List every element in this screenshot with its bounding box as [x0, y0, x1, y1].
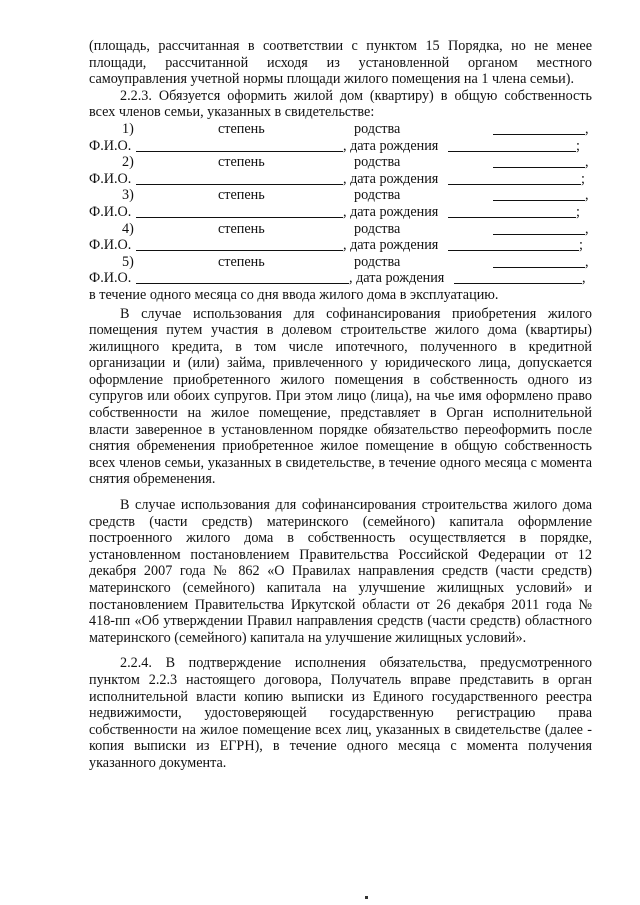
relation-kin-label: родства [354, 154, 401, 171]
relation-degree-label: степень [218, 187, 265, 204]
member-number: 2) [122, 154, 134, 171]
member-name-row [89, 270, 592, 287]
member-relation-row [89, 154, 592, 171]
relation-degree-label: степень [218, 120, 265, 137]
paragraph-area-clause: (площадь, рассчитанная в соответствии с пунктом 15 Порядка, но не менее площади, рассчитанной исходя из установленной органом местного самоуправления учетной нормы площади жилого помещения на 1 члена семьи). [89, 38, 592, 88]
row-end-punct: , [585, 154, 589, 171]
row-end-punct: , [585, 220, 589, 237]
row-end-punct: , [585, 187, 589, 204]
fio-label: Ф.И.О. [89, 137, 132, 154]
member-name-row [89, 204, 592, 221]
scan-speck [365, 896, 368, 899]
birth-date-label: , дата рождения [343, 170, 439, 187]
fio-blank [136, 270, 349, 289]
paragraph-2-2-4: 2.2.4. В подтверждение исполнения обязательства, предусмотренного пунктом 2.2.3 настоящего договора, Получатель вправе представить в орган исполнительной власти копию выписки из Единого государственного реестра недвижимости, удостоверяющей государственную регистрацию права собственности на жилое помещение всех лиц, указанных в свидетельстве (далее - копия выписки из ЕГРН), в течение одного месяца с момента получения указанного документа. [89, 655, 592, 771]
row-end-punct: , [585, 120, 589, 137]
row-end-punct: ; [576, 203, 580, 220]
member-number: 3) [122, 187, 134, 204]
row-end-punct: , [582, 270, 586, 287]
birth-date-blank [454, 270, 582, 289]
member-number: 4) [122, 220, 134, 237]
fio-label: Ф.И.О. [89, 237, 132, 254]
relation-degree-label: степень [218, 154, 265, 171]
relation-degree-label: степень [218, 220, 265, 237]
fio-label: Ф.И.О. [89, 170, 132, 187]
paragraph-deadline: в течение одного месяца со дня ввода жилого дома в эксплуатацию. [89, 286, 499, 303]
paragraph-maternity-capital: В случае использования для софинансирования строительства жилого дома средств (части средств) материнского (семейного) капитала оформление построенного жилого дома в собственность осуществляется в порядке, установленном постановлением Правительства Российской Федерации от 12 декабря 2007 года № 862 «О Правилах направления средств (части средств) материнского (семейного) капитала на улучшение жилищных условий» и постановлением Правительства Иркутской области от 26 декабря 2011 года № 418-пп «Об утверждении Правил направления средств (части средств) областного материнского (семейного) капитала на улучшение жилищных условий». [89, 497, 592, 646]
member-name-row [89, 138, 592, 155]
relation-kin-label: родства [354, 120, 401, 137]
row-end-punct: , [585, 253, 589, 270]
paragraph-2-2-3: 2.2.3. Обязуется оформить жилой дом (квартиру) в общую собственность всех членов семьи, указанных в свидетельстве: [89, 87, 592, 121]
document-page [89, 38, 592, 772]
row-end-punct: ; [579, 237, 583, 254]
fio-label: Ф.И.О. [89, 203, 132, 220]
member-relation-row [89, 221, 592, 238]
relation-kin-label: родства [354, 220, 401, 237]
row-end-punct: ; [581, 170, 585, 187]
birth-date-label: , дата рождения [343, 137, 439, 154]
family-members-list [89, 121, 592, 287]
relation-kin-label: родства [354, 187, 401, 204]
birth-date-label: , дата рождения [349, 270, 445, 287]
paragraph-mortgage-clause: В случае использования для софинансирования приобретения жилого помещения путем участия в долевом строительстве жилого дома (квартиры) жилищного кредита, в том числе ипотечного, полученного в кредитной организации и (или) займа, привлеченного у юридического лица, допускается оформление приобретенного жилого помещения в собственность одного из супругов или обоих супругов. При этом лицо (лица), на чье имя оформлено право собственности на жилое помещение, представляет в Орган исполнительной власти заверенное в установленном порядке обязательство переоформить после снятия обременения приобретенное жилое помещение в общую собственность всех членов семьи, указанных в свидетельстве, в течение одного месяца с момента снятия обременения. [89, 305, 592, 488]
member-relation-row [89, 254, 592, 271]
relation-kin-label: родства [354, 253, 401, 270]
birth-date-label: , дата рождения [343, 203, 439, 220]
member-relation-row [89, 121, 592, 138]
member-name-row [89, 237, 592, 254]
member-relation-row [89, 187, 592, 204]
member-number: 1) [122, 120, 134, 137]
row-end-punct: ; [576, 137, 580, 154]
fio-label: Ф.И.О. [89, 270, 132, 287]
relation-degree-label: степень [218, 253, 265, 270]
member-number: 5) [122, 253, 134, 270]
birth-date-label: , дата рождения [343, 237, 439, 254]
member-name-row [89, 171, 592, 188]
